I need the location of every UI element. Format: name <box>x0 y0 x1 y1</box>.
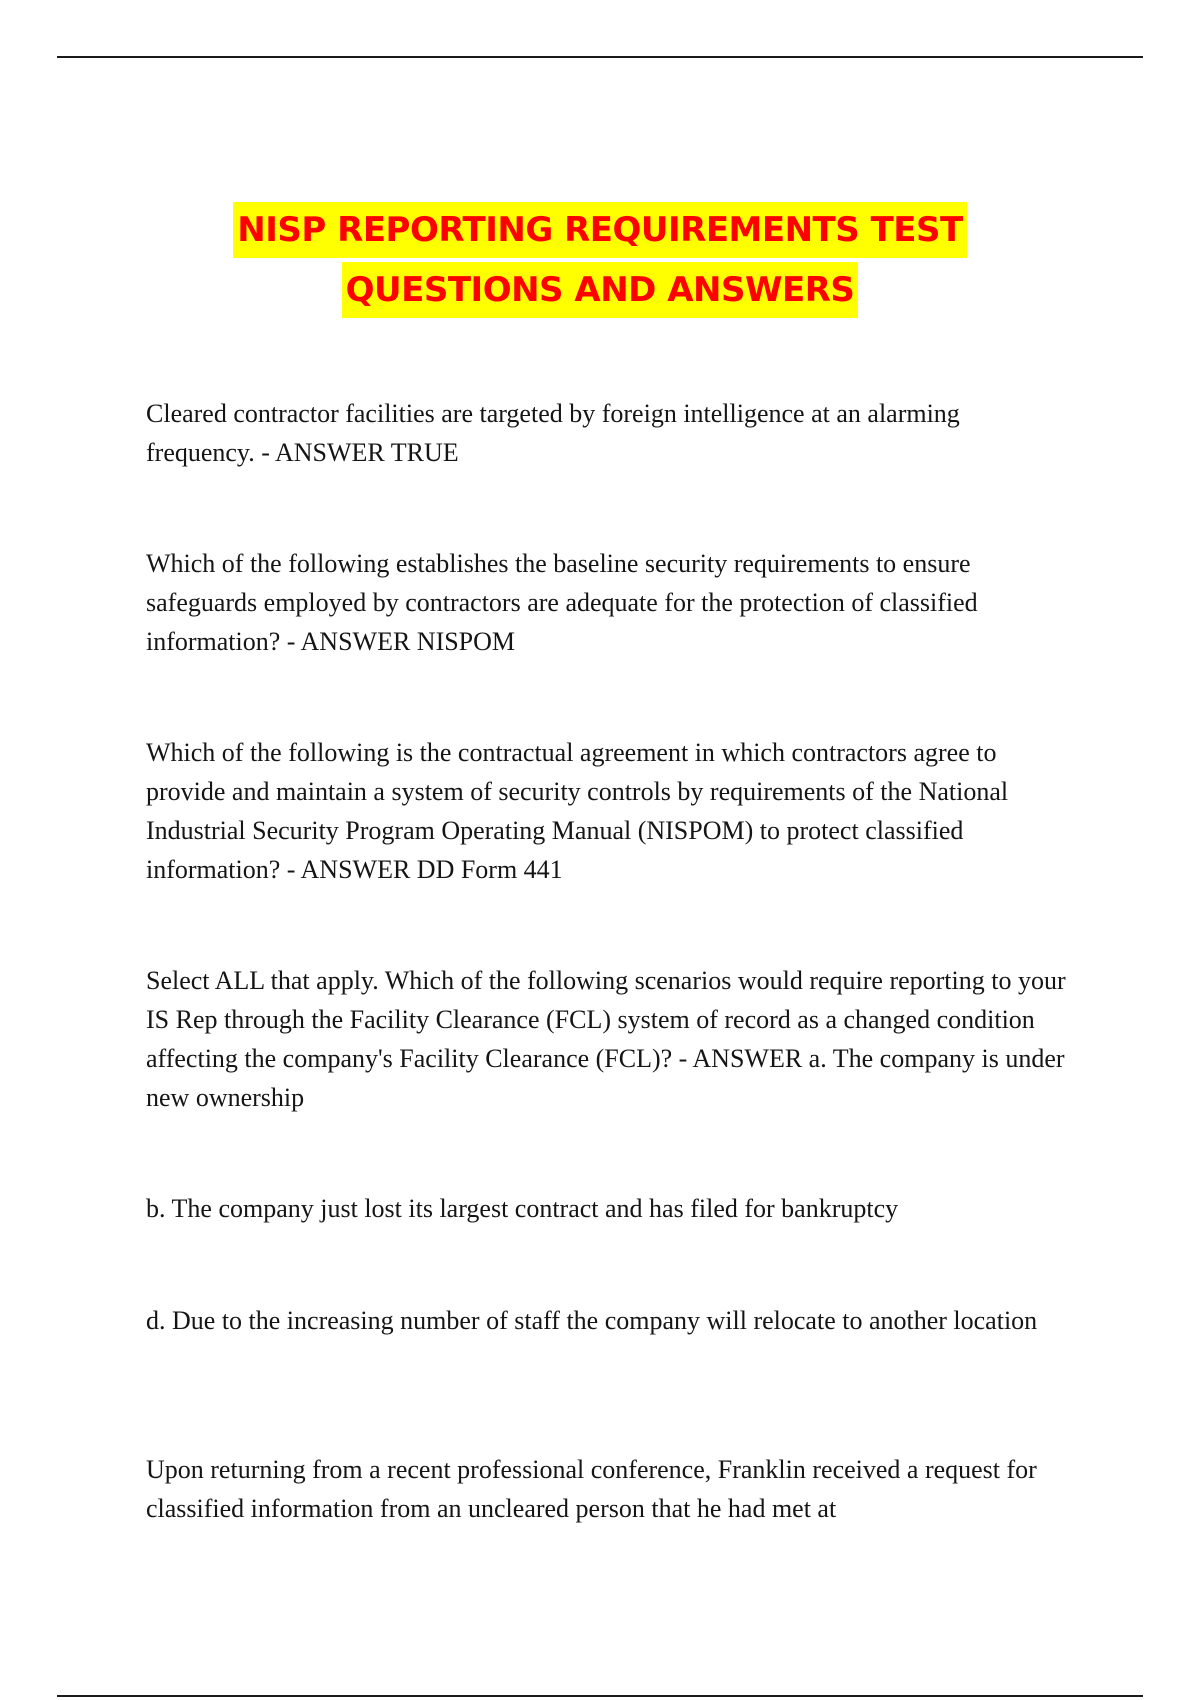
title-line-2: QUESTIONS AND ANSWERS <box>342 262 859 318</box>
paragraph-1: Cleared contractor facilities are targeted by foreign intelligence at an alarming frequency. - ANSWER TRUE <box>146 399 960 467</box>
paragraph-3: Which of the following is the contractual agreement in which contractors agree to provide and maintain a system of security controls by requirements of the National Industrial Security Program Operating Manual (NISPOM) to protect classified information? - ANSWER DD Form 441 <box>146 738 1009 884</box>
paragraph-5: b. The company just lost its largest contract and has filed for bankruptcy <box>146 1194 899 1223</box>
top-rule <box>57 56 1143 58</box>
document-title <box>0 200 1200 320</box>
title-line-1: NISP REPORTING REQUIREMENTS TEST <box>233 202 966 258</box>
paragraph-4: Select ALL that apply. Which of the following scenarios would require reporting to your IS Rep through the Facility Clearance (FCL) system of record as a changed condition affecting the company's Facility Clearance (FCL)? - ANSWER a. The company is under new ownership <box>146 966 1066 1112</box>
paragraph-7: Upon returning from a recent professional conference, Franklin received a request for classified information from an uncleared person that he had met at <box>146 1455 1037 1523</box>
paragraph-2: Which of the following establishes the baseline security requirements to ensure safeguards employed by contractors are adequate for the protection of classified information? - ANSWER NISPOM <box>146 549 978 656</box>
paragraph-6: d. Due to the increasing number of staff the company will relocate to another location <box>146 1306 1038 1335</box>
bottom-rule <box>57 1695 1143 1697</box>
